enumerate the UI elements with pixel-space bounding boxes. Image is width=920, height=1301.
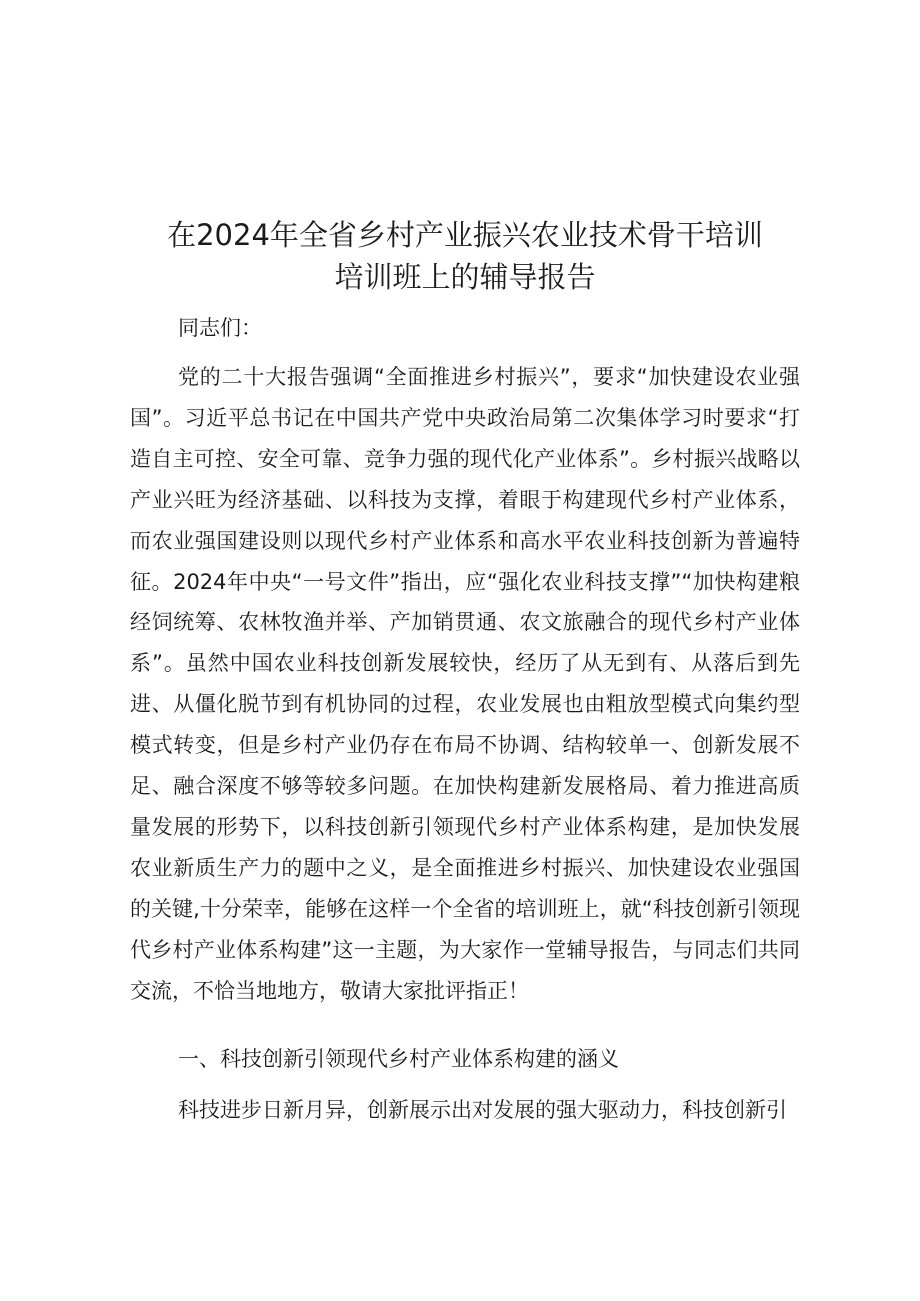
body-paragraph-2: 科技进步日新月异，创新展示出对发展的强大驱动力，科技创新引 <box>178 1098 787 1122</box>
section-heading-1: 一、科技创新引领现代乡村产业体系构建的涵义 <box>178 1047 619 1071</box>
body-paragraph-1: 党的二十大报告强调“全面推进乡村振兴”，要求“加快建设农业强国”。习近平总书记在中国共产党中央政治局第二次集体学习时要求“打造自主可控、安全可靠、竞争力强的现代化产业体系”。乡村振兴战略以产业兴旺为经济基础、以科技为支撑，着眼于构建现代乡村产业体系，而农业强国建设则以现代乡村产业体系和高水平农业科技创新为普遍特征。2024年中央“一号文件”指出，应“强化农业科技支撑”“加快构建粮经饲统筹、农林牧渔并举、产加销贯通、农文旅融合的现代乡村产业体系”。虽然中国农业科技创新发展较快，经历了从无到有、从落后到先进、从僵化脱节到有机协同的过程，农业发展也由粗放型模式向集约型模式转变，但是乡村产业仍存在布局不协调、结构较单一、创新发展不足、融合深度不够等较多问题。在加快构建新发展格局、着力推进高质量发展的形势下，以科技创新引领现代乡村产业体系构建，是加快发展农业新质生产力的题中之义，是全面推进乡村振兴、加快建设农业强国的关键,十分荣幸，能够在这样一个全省的培训班上，就“科技创新引领现代乡村产业体系构建”这一主题，为大家作一堂辅导报告，与同志们共同交流，不恰当地地方，敬请大家批评指正！ <box>130 365 800 1003</box>
document-title-line-1: 在2024年全省乡村产业振兴农业技术骨干培训 <box>167 218 763 252</box>
salutation: 同志们： <box>178 316 262 340</box>
document-title-line-2: 培训班上的辅导报告 <box>334 260 596 294</box>
